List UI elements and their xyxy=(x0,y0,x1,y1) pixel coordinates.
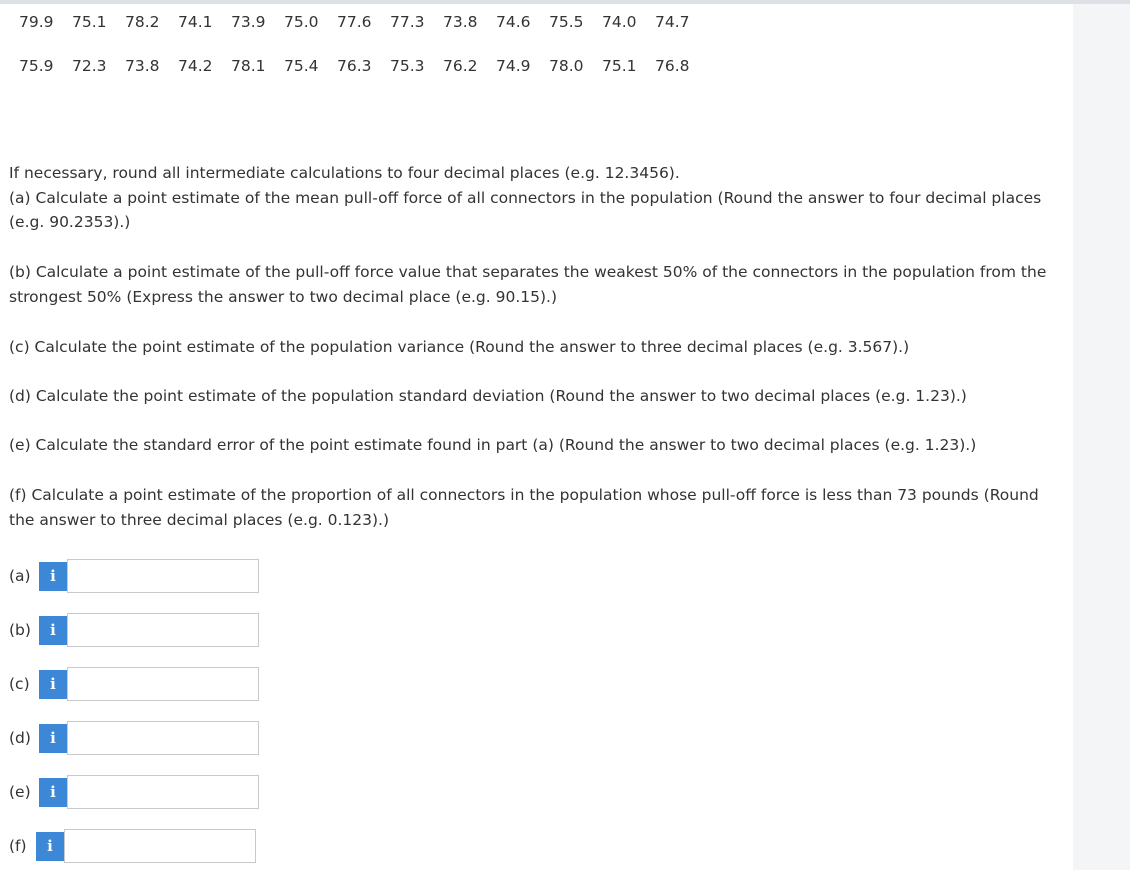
data-value: 75.9 xyxy=(19,57,54,75)
answer-label: (c) xyxy=(9,675,30,693)
data-value: 73.9 xyxy=(231,13,266,31)
data-value: 75.4 xyxy=(284,57,319,75)
instructions-block xyxy=(9,161,1059,235)
data-value: 75.1 xyxy=(602,57,637,75)
data-value: 75.3 xyxy=(390,57,425,75)
part-d-block xyxy=(9,384,1059,409)
answer-label: (d) xyxy=(9,729,31,747)
part-f-block xyxy=(9,483,1059,532)
part-f-text: (f) Calculate a point estimate of the proportion of all connectors in the population whose pull-off force is less than 73 pounds (Round xyxy=(9,486,1039,504)
data-value: 74.0 xyxy=(602,13,637,31)
part-c-block xyxy=(9,335,1059,360)
data-value: 74.9 xyxy=(496,57,531,75)
answer-input-a[interactable] xyxy=(67,559,259,593)
part-c-text: (c) Calculate the point estimate of the population variance (Round the answer to three decimal places (e.g. 3.567).) xyxy=(9,338,910,356)
data-value: 75.0 xyxy=(284,13,319,31)
data-value: 78.1 xyxy=(231,57,266,75)
info-icon[interactable]: i xyxy=(36,832,64,861)
data-value: 78.2 xyxy=(125,13,160,31)
answer-label: (b) xyxy=(9,621,31,639)
info-icon[interactable]: i xyxy=(39,724,67,753)
data-value: 72.3 xyxy=(72,57,107,75)
data-value: 73.8 xyxy=(443,13,478,31)
data-value: 76.2 xyxy=(443,57,478,75)
rounding-note: If necessary, round all intermediate calculations to four decimal places (e.g. 12.3456). xyxy=(9,164,680,182)
part-f-text-cont: the answer to three decimal places (e.g. 0.123).) xyxy=(9,510,390,529)
part-a-text: (a) Calculate a point estimate of the mean pull-off force of all connectors in the population (Round the answer to four decimal places xyxy=(9,188,1042,207)
answer-input-b[interactable] xyxy=(67,613,259,647)
data-value: 74.6 xyxy=(496,13,531,31)
part-b-text-cont: strongest 50% (Express the answer to two decimal place (e.g. 90.15).) xyxy=(9,287,558,306)
answer-input-e[interactable] xyxy=(67,775,259,809)
data-value: 77.3 xyxy=(390,13,425,31)
data-value: 76.8 xyxy=(655,57,690,75)
data-value: 79.9 xyxy=(19,13,54,31)
part-e-text: (e) Calculate the standard error of the point estimate found in part (a) (Round the answer to two decimal places (e.g. 1.23).) xyxy=(9,436,977,454)
answer-label: (e) xyxy=(9,783,31,801)
data-value: 75.5 xyxy=(549,13,584,31)
data-value: 77.6 xyxy=(337,13,372,31)
part-b-block xyxy=(9,260,1059,309)
part-a-text-cont: (e.g. 90.2353).) xyxy=(9,213,131,231)
answer-input-f[interactable] xyxy=(64,829,256,863)
part-e-block xyxy=(9,433,1059,458)
info-icon[interactable]: i xyxy=(39,562,67,591)
data-value: 74.2 xyxy=(178,57,213,75)
answer-input-d[interactable] xyxy=(67,721,259,755)
data-value: 75.1 xyxy=(72,13,107,31)
data-value: 78.0 xyxy=(549,57,584,75)
part-d-text: (d) Calculate the point estimate of the population standard deviation (Round the answer to two decimal places (e.g. 1.23).) xyxy=(9,387,967,405)
info-icon[interactable]: i xyxy=(39,616,67,645)
info-icon[interactable]: i xyxy=(39,778,67,807)
answer-label: (a) xyxy=(9,567,31,585)
data-value: 74.7 xyxy=(655,13,690,31)
data-value: 76.3 xyxy=(337,57,372,75)
data-value: 73.8 xyxy=(125,57,160,75)
data-value: 74.1 xyxy=(178,13,213,31)
answer-input-c[interactable] xyxy=(67,667,259,701)
answer-label: (f) xyxy=(9,837,27,855)
part-b-text: (b) Calculate a point estimate of the pull-off force value that separates the weakest 50% of the connectors in the population from the xyxy=(9,263,1047,281)
question-panel xyxy=(0,4,1073,870)
info-icon[interactable]: i xyxy=(39,670,67,699)
